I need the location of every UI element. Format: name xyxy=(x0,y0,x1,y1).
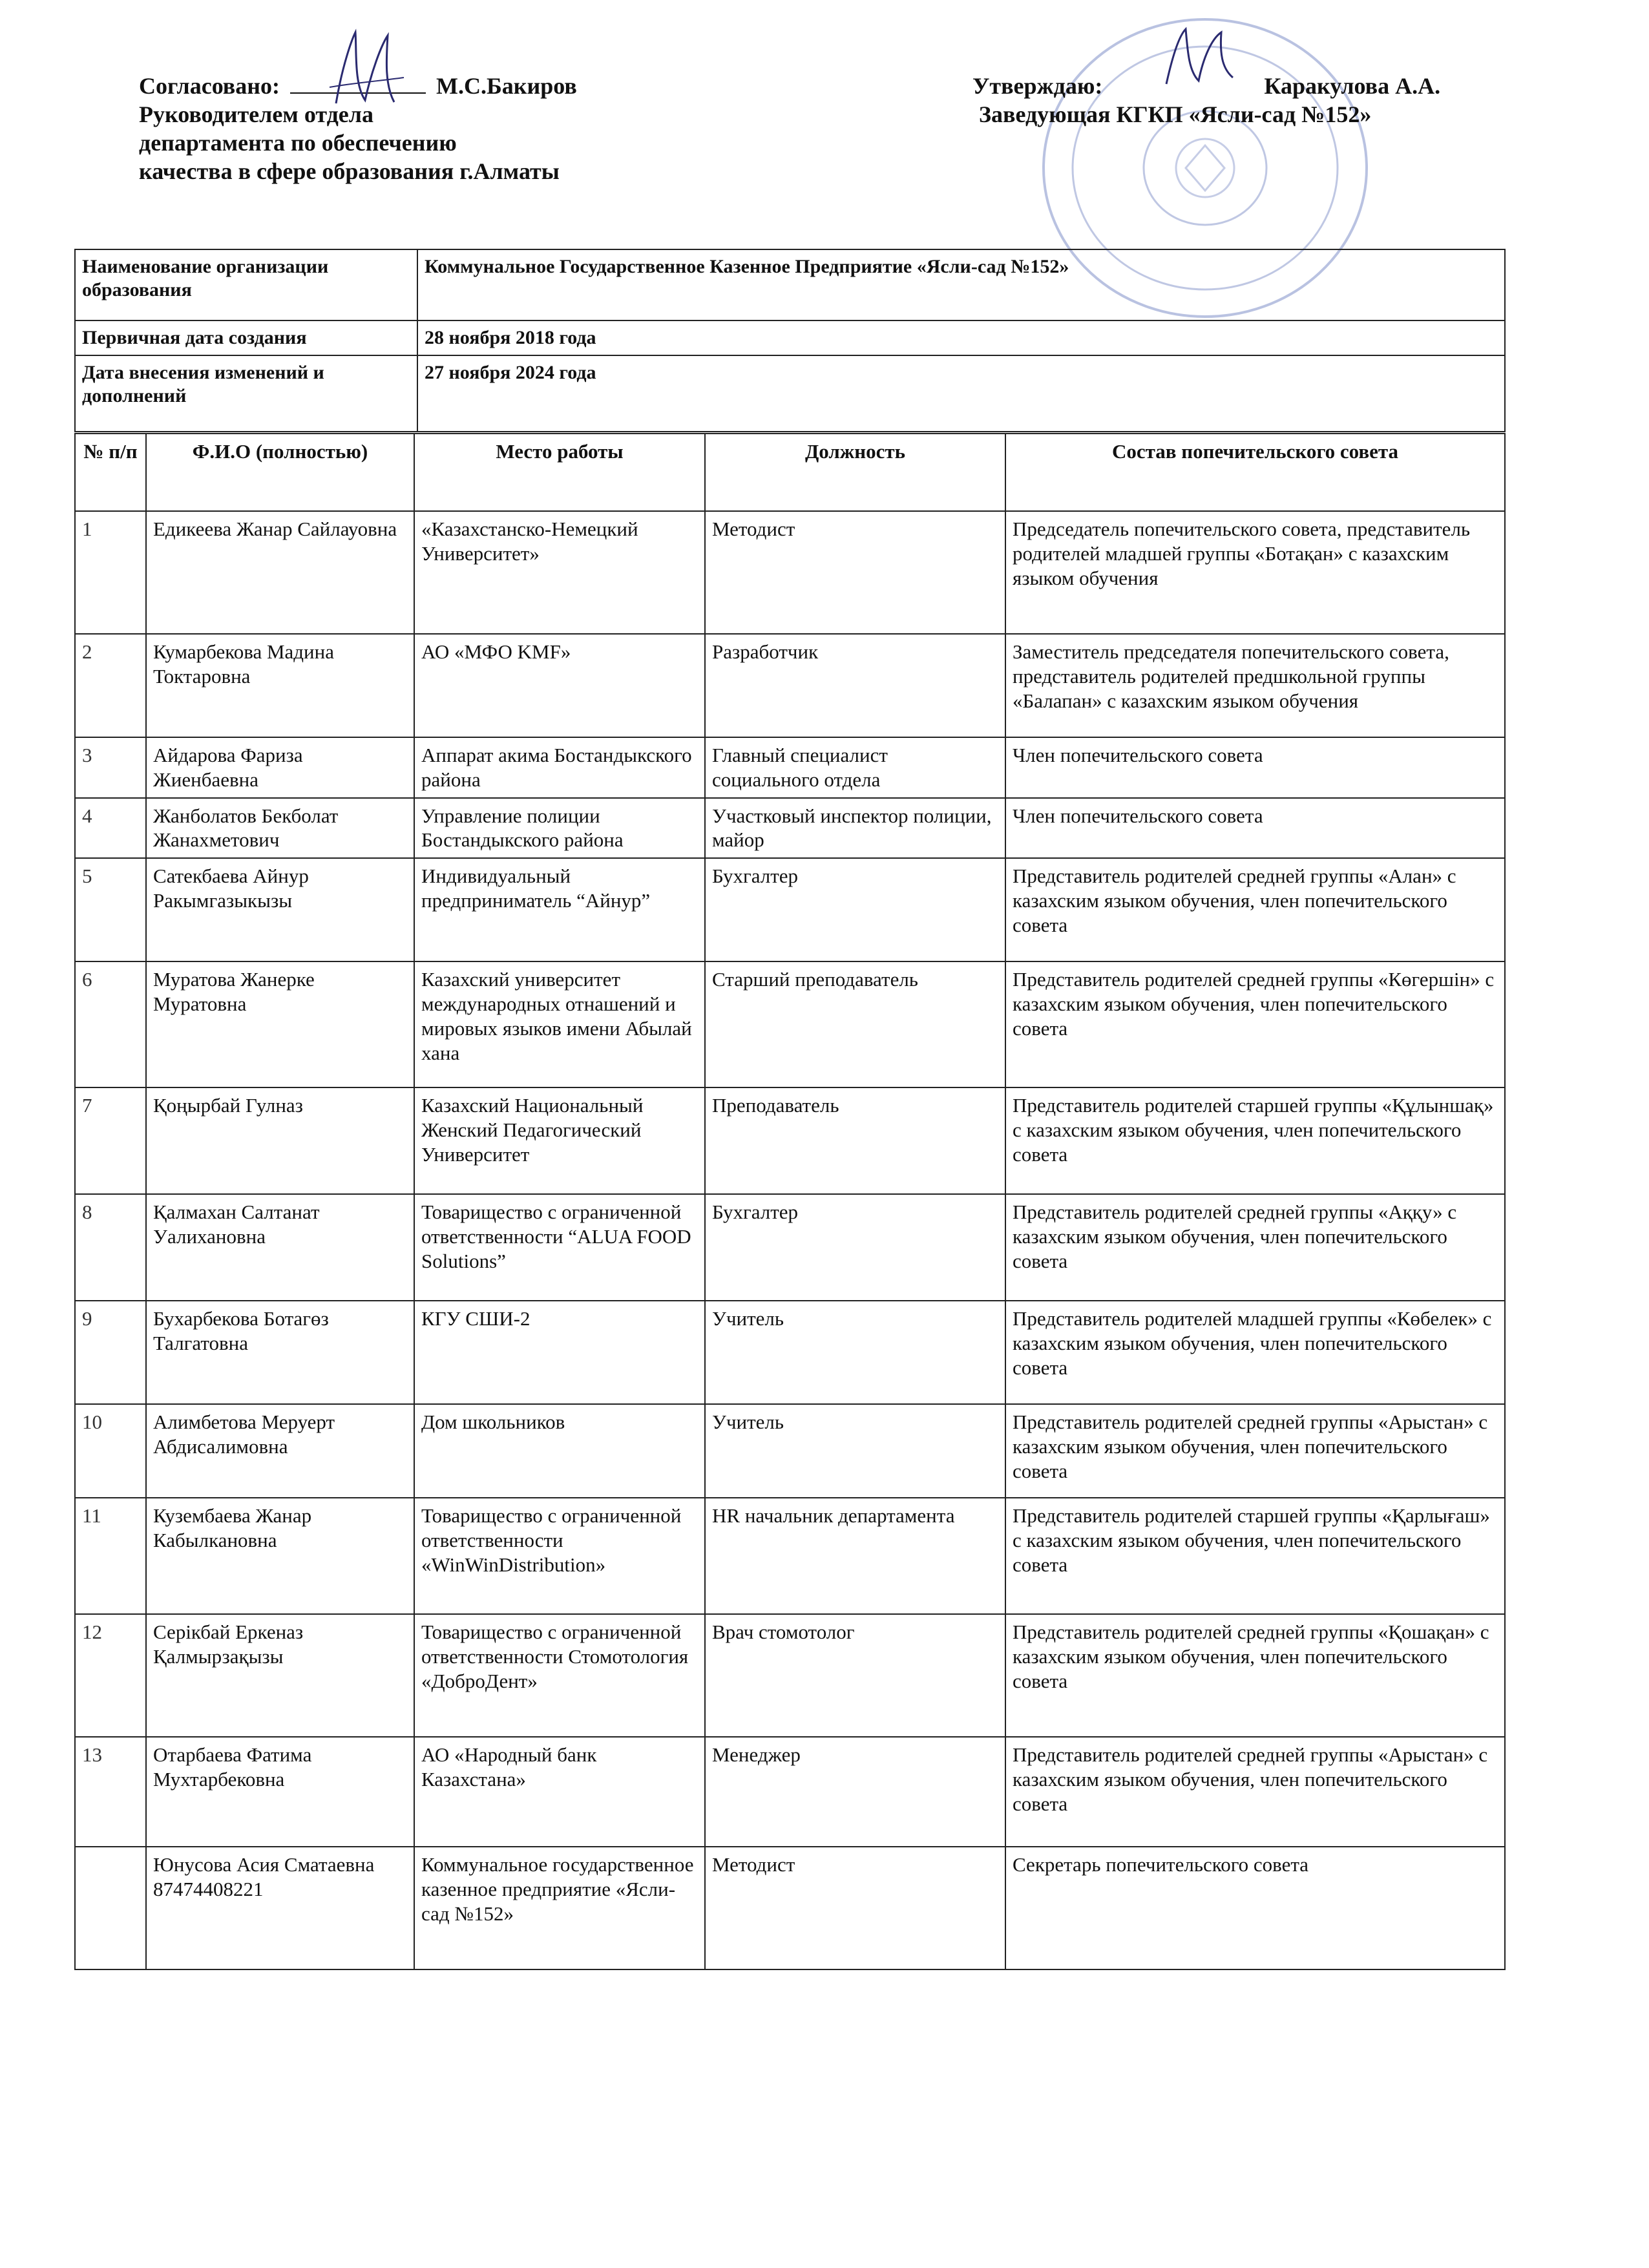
member-workplace: АО «Народный банк Казахстана» xyxy=(414,1737,705,1847)
member-name: Юнусова Асия Сматаевна 87474408221 xyxy=(146,1847,414,1969)
agreed-line-1: Руководителем отдела xyxy=(139,101,373,127)
member-workplace: Дом школьников xyxy=(414,1404,705,1498)
info-row xyxy=(75,249,1505,320)
row-number: 5 xyxy=(75,858,146,961)
member-position: Разработчик xyxy=(705,634,1005,737)
row-number: 13 xyxy=(75,1737,146,1847)
member-workplace: Управление полиции Бостандыкского района xyxy=(414,798,705,859)
member-board-role: Представитель родителей младшей группы «Көбелек» с казахским языком обучения, член попечительского совета xyxy=(1005,1301,1505,1404)
signature-left xyxy=(317,26,407,110)
member-workplace: АО «МФО KMF» xyxy=(414,634,705,737)
member-board-role: Представитель родителей средней группы «Арыстан» с казахским языком обучения, член попечительского совета xyxy=(1005,1404,1505,1498)
row-number: 6 xyxy=(75,961,146,1087)
col-header-number: № п/п xyxy=(75,434,146,511)
member-board-role: Член попечительского совета xyxy=(1005,737,1505,798)
agreed-label: Согласовано: xyxy=(139,73,280,99)
member-workplace: Индивидуальный предприниматель “Айнур” xyxy=(414,858,705,961)
row-number: 1 xyxy=(75,511,146,634)
member-name: Сатекбаева Айнур Ракымгазыкызы xyxy=(146,858,414,961)
member-position: Бухгалтер xyxy=(705,1194,1005,1301)
row-number: 12 xyxy=(75,1614,146,1737)
row-number: 8 xyxy=(75,1194,146,1301)
agreed-line xyxy=(139,72,720,101)
member-board-role: Секретарь попечительского совета xyxy=(1005,1847,1505,1969)
info-row xyxy=(75,355,1505,432)
table-row xyxy=(75,1087,1505,1194)
table-row xyxy=(75,1847,1505,1969)
member-position: Менеджер xyxy=(705,1737,1005,1847)
member-workplace: «Казахстанско-Немецкий Университет» xyxy=(414,511,705,634)
table-row xyxy=(75,798,1505,859)
member-workplace: Аппарат акима Бостандыкского района xyxy=(414,737,705,798)
info-row xyxy=(75,320,1505,355)
member-name: Қоңырбай Гулназ xyxy=(146,1087,414,1194)
member-name: Жанболатов Бекболат Жанахметович xyxy=(146,798,414,859)
member-name: Кумарбекова Мадина Токтаровна xyxy=(146,634,414,737)
member-name: Едикеева Жанар Сайлауовна xyxy=(146,511,414,634)
member-workplace: Товарищество с ограниченной ответственности “ALUA FOOD Solutions” xyxy=(414,1194,705,1301)
board-members-table xyxy=(74,433,1506,1970)
member-name: Муратова Жанерке Муратовна xyxy=(146,961,414,1087)
approve-name: Каракулова А.А. xyxy=(1264,73,1441,99)
table-row xyxy=(75,1498,1505,1614)
row-number: 7 xyxy=(75,1087,146,1194)
col-header-name: Ф.И.О (полностью) xyxy=(146,434,414,511)
member-name: Отарбаева Фатима Мухтарбековна xyxy=(146,1737,414,1847)
member-name: Кузембаева Жанар Кабылкановна xyxy=(146,1498,414,1614)
member-workplace: Казахский университет международных отнашений и мировых языков имени Абылай хана xyxy=(414,961,705,1087)
approve-position: Заведующая КГКП «Ясли-сад №152» xyxy=(979,101,1372,127)
row-number xyxy=(75,1847,146,1969)
member-workplace: Коммунальное государственное казенное предприятие «Ясли-сад №152» xyxy=(414,1847,705,1969)
member-position: Учитель xyxy=(705,1301,1005,1404)
member-board-role: Член попечительского совета xyxy=(1005,798,1505,859)
row-number: 3 xyxy=(75,737,146,798)
table-row xyxy=(75,858,1505,961)
agreed-name: М.С.Бакиров xyxy=(436,73,577,99)
member-workplace: Товарищество с ограниченной ответственности Стомотология «ДоброДент» xyxy=(414,1614,705,1737)
info-label: Дата внесения изменений и дополнений xyxy=(75,355,417,432)
col-header-position: Должность xyxy=(705,434,1005,511)
col-header-board-role: Состав попечительского совета xyxy=(1005,434,1505,511)
table-row xyxy=(75,1301,1505,1404)
member-name: Қалмахан Салтанат Уалихановна xyxy=(146,1194,414,1301)
table-row xyxy=(75,511,1505,634)
table-row xyxy=(75,1614,1505,1737)
approve-label: Утверждаю: xyxy=(972,73,1103,99)
member-position: HR начальник департамента xyxy=(705,1498,1005,1614)
table-row xyxy=(75,737,1505,798)
member-workplace: Товарищество с ограниченной ответственности «WinWinDistribution» xyxy=(414,1498,705,1614)
member-position: Участковый инспектор полиции, майор xyxy=(705,798,1005,859)
member-position: Врач стомотолог xyxy=(705,1614,1005,1737)
member-board-role: Представитель родителей средней группы «Арыстан» с казахским языком обучения, член попечительского совета xyxy=(1005,1737,1505,1847)
member-name: Бухарбекова Ботагөз Талгатовна xyxy=(146,1301,414,1404)
member-workplace: Казахский Национальный Женский Педагогический Университет xyxy=(414,1087,705,1194)
member-position: Бухгалтер xyxy=(705,858,1005,961)
member-board-role: Представитель родителей старшей группы «Қарлығаш» с казахским языком обучения, член попечительского совета xyxy=(1005,1498,1505,1614)
member-board-role: Заместитель председателя попечительского совета, представитель родителей предшкольной группы «Балапан» с казахским языком обучения xyxy=(1005,634,1505,737)
organization-info-table xyxy=(74,249,1506,432)
member-position: Главный специалист социального отдела xyxy=(705,737,1005,798)
agreed-line-3: качества в сфере образования г.Алматы xyxy=(139,158,560,184)
member-board-role: Представитель родителей старшей группы «Құлыншақ» с казахским языком обучения, член попечительского совета xyxy=(1005,1087,1505,1194)
member-position: Преподаватель xyxy=(705,1087,1005,1194)
member-position: Методист xyxy=(705,1847,1005,1969)
member-position: Старший преподаватель xyxy=(705,961,1005,1087)
member-workplace: КГУ СШИ-2 xyxy=(414,1301,705,1404)
row-number: 4 xyxy=(75,798,146,859)
member-position: Учитель xyxy=(705,1404,1005,1498)
info-value: 28 ноября 2018 года xyxy=(417,320,1505,355)
row-number: 10 xyxy=(75,1404,146,1498)
member-name: Алимбетова Меруерт Абдисалимовна xyxy=(146,1404,414,1498)
table-header-row xyxy=(75,434,1505,511)
info-value: Коммунальное Государственное Казенное Предприятие «Ясли-сад №152» xyxy=(417,249,1505,320)
member-board-role: Представитель родителей средней группы «Қошақан» с казахским языком обучения, член попечительского совета xyxy=(1005,1614,1505,1737)
table-row xyxy=(75,961,1505,1087)
row-number: 2 xyxy=(75,634,146,737)
member-board-role: Представитель родителей средней группы «Көгершін» с казахским языком обучения, член попечительского совета xyxy=(1005,961,1505,1087)
table-row xyxy=(75,1194,1505,1301)
agreed-line-2: департамента по обеспечению xyxy=(139,129,457,156)
row-number: 11 xyxy=(75,1498,146,1614)
row-number: 9 xyxy=(75,1301,146,1404)
signature-right xyxy=(1157,23,1241,94)
member-board-role: Представитель родителей средней группы «Алан» с казахским языком обучения, член попечительского совета xyxy=(1005,858,1505,961)
info-label: Первичная дата создания xyxy=(75,320,417,355)
member-position: Методист xyxy=(705,511,1005,634)
approval-block-left xyxy=(139,72,720,186)
table-row xyxy=(75,1737,1505,1847)
member-name: Серікбай Еркеназ Қалмырзақызы xyxy=(146,1614,414,1737)
member-board-role: Председатель попечительского совета, представитель родителей младшей группы «Ботақан» с казахским языком обучения xyxy=(1005,511,1505,634)
table-row xyxy=(75,1404,1505,1498)
member-name: Айдарова Фариза Жиенбаевна xyxy=(146,737,414,798)
info-value: 27 ноября 2024 года xyxy=(417,355,1505,432)
table-row xyxy=(75,634,1505,737)
member-board-role: Представитель родителей средней группы «Аққу» с казахским языком обучения, член попечительского совета xyxy=(1005,1194,1505,1301)
col-header-workplace: Место работы xyxy=(414,434,705,511)
info-label: Наименование организации образования xyxy=(75,249,417,320)
